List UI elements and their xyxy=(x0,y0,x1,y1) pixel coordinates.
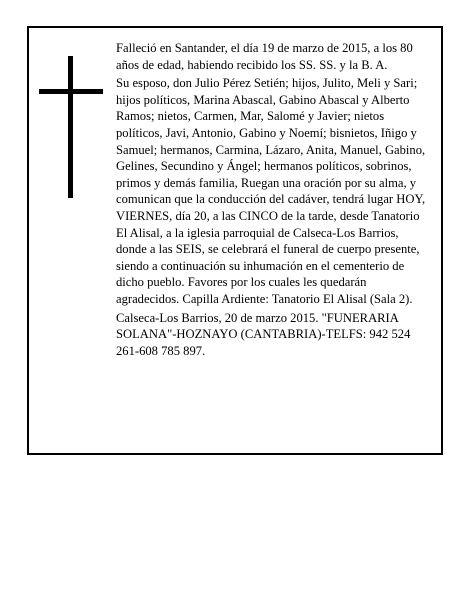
latin-cross-icon xyxy=(39,56,103,198)
obituary-notice xyxy=(27,26,443,455)
family-and-funeral-details: Su esposo, don Julio Pérez Setién; hijos, Julito, Meli y Sari; hijos políticos, Marina Abascal, Gabino Abascal y Alberto Ramos; nietos, Carmen, Mar, Salomé y Javier; nietos políticos, Javi, Antonio, Gabino y Noemí; bisnietos, Iñigo y Samuel; hermanos, Carmina, Lázaro, Anita, Manuel, Gabino, Gelines, Secundino y Ángel; hermanos políticos, sobrinos, primos y demás familia, Ruegan una oración por su alma, y comunican que la conducción del cadáver, tendrá lugar HOY, VIERNES, día 20, a las CINCO de la tarde, desde Tanatorio El Alisal, a la iglesia parroquial de Calseca-Los Barrios, donde a las SEIS, se celebrará el funeral de cuerpo presente, siendo a continuación su inhumación en el cementerio de dicho pueblo. Favores por los cuales les quedarán agradecidos. Capilla Ardiente: Tanatorio El Alisal (Sala 2). xyxy=(116,76,426,306)
funeral-home-info: Calseca-Los Barrios, 20 de marzo 2015. "FUNERARIA SOLANA"-HOZNAYO (CANTABRIA)-TELFS: 942 524 261-608 785 897. xyxy=(116,310,411,358)
notice-text xyxy=(116,40,426,361)
cross-horizontal-bar xyxy=(39,89,103,94)
death-announcement: Falleció en Santander, el día 19 de marzo de 2015, a los 80 años de edad, habiendo recibido los SS. SS. y la B. A. xyxy=(116,41,413,72)
cross-vertical-bar xyxy=(68,56,73,198)
